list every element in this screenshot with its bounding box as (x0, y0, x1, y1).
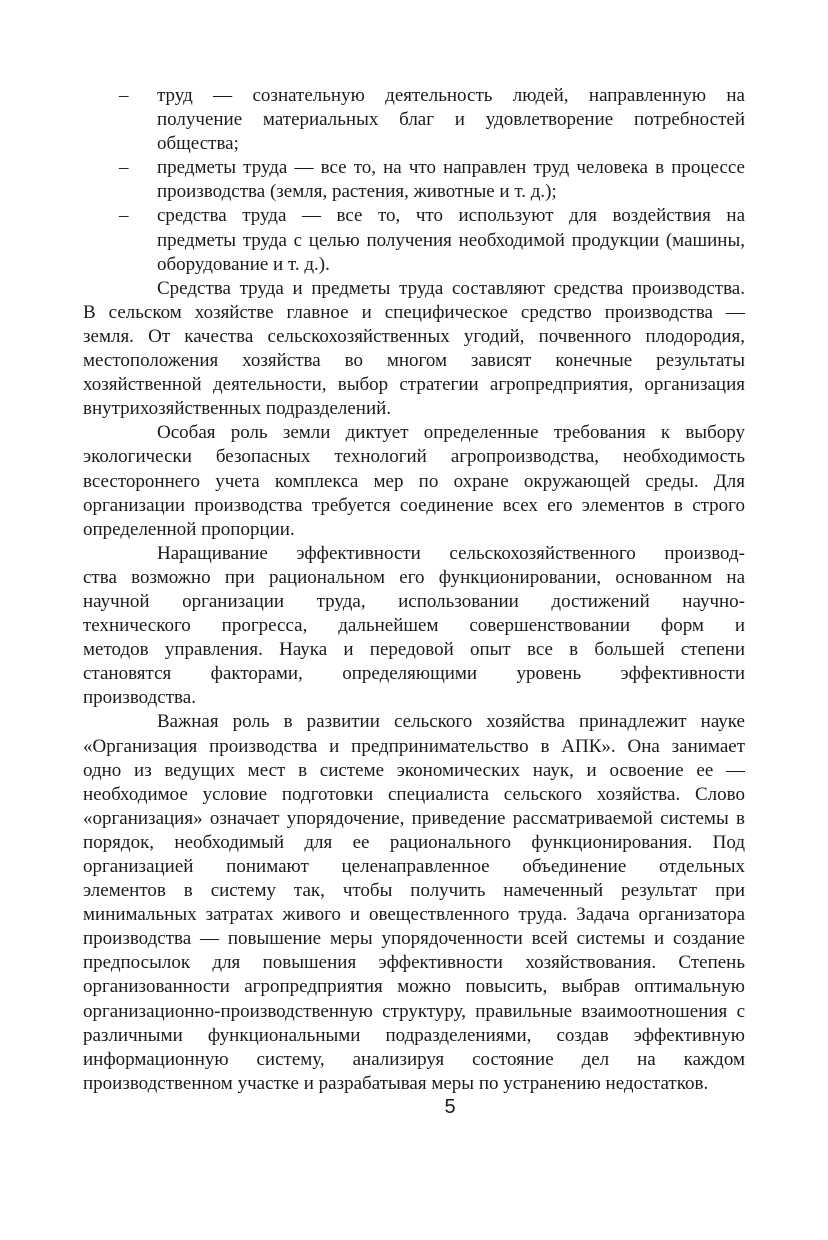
text-line: порядок, необходимый для ее рационального функционирования. Под (83, 831, 745, 853)
text-line: хозяйственной деятельности, выбор стратегии агропредприятия, организация (83, 374, 745, 396)
text-line: необходимое условие подготовки специалиста сельского хозяйства. Слово (83, 783, 745, 805)
text-line: одно из ведущих мест в системе экономических наук, и освоение ее — (83, 759, 745, 781)
text-line: организации производства требуется соединение всех его элементов в строго (83, 494, 745, 516)
page-body (83, 84, 745, 1096)
text-line: производства — повышение меры упорядоченности всей системы и создание (83, 928, 745, 950)
text-line (83, 229, 745, 253)
text-line (83, 84, 745, 108)
bullet-item (83, 156, 745, 204)
text-line: становятся факторами, определяющими уровень эффективности (83, 663, 745, 685)
text-line: элементов в систему так, чтобы получить намеченный результат при (83, 880, 745, 902)
bullet-item (83, 84, 745, 156)
paragraph (83, 542, 745, 711)
text-line: производственном участке и разрабатывая меры по устранению недостатков. (83, 1072, 709, 1094)
text-line (83, 253, 745, 277)
text-line: всестороннего учета комплекса мер по охране окружающей среды. Для (83, 470, 745, 492)
bullet-dash-icon: – (119, 205, 129, 227)
line-text: средства труда — все то, что используют для воздействия на (157, 205, 745, 227)
text-line (83, 108, 745, 132)
text-line (83, 156, 745, 180)
text-line (83, 132, 745, 156)
text-line: Важная роль в развитии сельского хозяйства принадлежит науке (157, 711, 745, 733)
paragraph (83, 277, 745, 422)
line-text: производства (земля, растения, животные и т. д.); (157, 181, 557, 203)
text-line: «организация» означает упорядочение, приведение рассматриваемой системы в (83, 807, 745, 829)
text-line: минимальных затратах живого и овеществленного труда. Задача организатора (83, 904, 745, 926)
text-line: определенной пропорции. (83, 518, 295, 540)
text-line: земля. От качества сельскохозяйственных угодий, почвенного плодородия, (83, 325, 745, 347)
text-line: производства. (83, 687, 196, 709)
text-line: внутрихозяйственных подразделений. (83, 398, 392, 420)
paragraph (83, 421, 745, 541)
text-line: Средства труда и предметы труда составляют средства производства. (157, 277, 745, 299)
line-text: общества; (157, 133, 239, 155)
text-line: различными функциональными подразделениями, создав эффективную (83, 1024, 745, 1046)
paragraph (83, 710, 745, 1096)
text-line: информационную систему, анализируя состояние дел на каждом (83, 1048, 745, 1070)
text-line: экологически безопасных технологий агропроизводства, необходимость (83, 446, 745, 468)
line-text: оборудование и т. д.). (157, 253, 330, 275)
page-number: 5 (444, 1096, 456, 1118)
bullet-item (83, 204, 745, 276)
bullet-dash-icon: – (119, 85, 129, 106)
text-line: научной организации труда, использовании достижений научно- (83, 590, 745, 612)
text-line: Наращивание эффективности сельскохозяйственного производ- (157, 542, 745, 564)
text-line: методов управления. Наука и передовой опыт все в большей степени (83, 639, 745, 661)
text-line: Особая роль земли диктует определенные требования к выбору (157, 422, 745, 444)
text-line: ства возможно при рациональном его функционировании, основанном на (83, 566, 745, 588)
line-text: труд — сознательную деятельность людей, направленную на (157, 85, 745, 106)
text-line (83, 180, 745, 204)
bullet-dash-icon: – (119, 157, 129, 179)
text-line (83, 204, 745, 228)
text-line: предпосылок для повышения эффективности хозяйствования. Степень (83, 952, 745, 974)
text-line: технического прогресса, дальнейшем совершенствовании форм и (83, 615, 745, 637)
text-line: «Организация производства и предпринимательство в АПК». Она занимает (83, 735, 745, 757)
text-line: организованности агропредприятия можно повысить, выбрав оптимальную (83, 976, 745, 998)
line-text: получение материальных благ и удовлетворение потребностей (157, 109, 745, 131)
text-line: организацией понимают целенаправленное объединение отдельных (83, 856, 745, 877)
line-text: предметы труда с целью получения необходимой продукции (машины, (157, 229, 745, 251)
line-text: предметы труда — все то, на что направлен труд человека в процессе (157, 157, 745, 179)
text-line: местоположения хозяйства во многом зависят конечные результаты (83, 350, 745, 372)
text-line: В сельском хозяйстве главное и специфическое средство производства — (83, 301, 745, 323)
text-line: организационно-производственную структуру, правильные взаимоотношения с (83, 1000, 745, 1022)
